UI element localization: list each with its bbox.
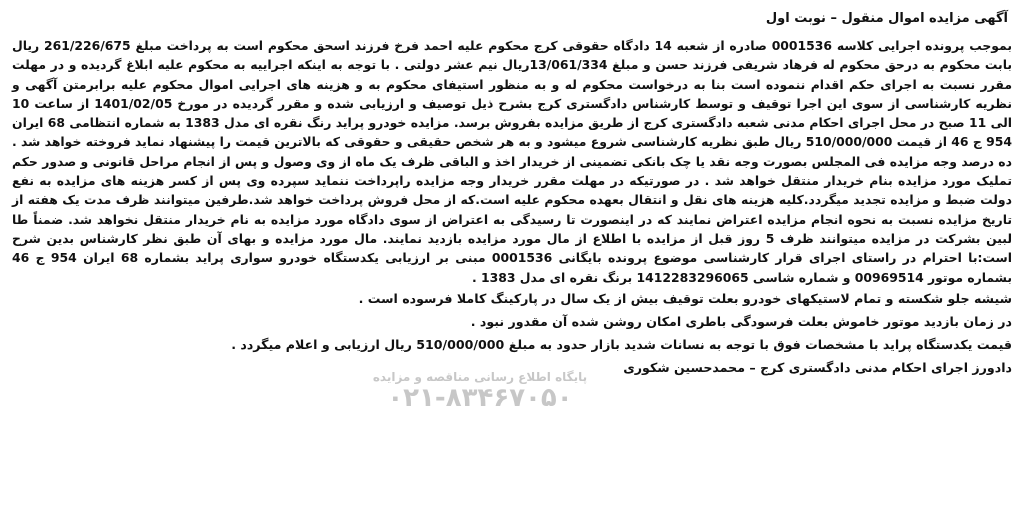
notice-body: بموجب پرونده اجرایی کلاسه 0001536 صادره از شعبه 14 دادگاه حقوقی کرج محکوم علیه احمد فرخ فرزند اسحق محکوم است به پرداخت مبلغ 261/226/675 ریال بابت محکوم به درحق محکوم له فرهاد شریفی فرزند حسن و مبلغ 13/061/334ریال نیم عشر دولتی . با توجه به اینکه اجراییه به محکوم علیه ابلاغ گردیده و در مهلت مقرر نسبت به اجرای حکم اقدام ننموده است بنا به درخواست محکوم له و به منظور استیفای محکوم به و هزینه های اجرایی اموال محکوم علیه برابرمتن آگهی و نظریه کارشناسی از سوی این اجرا توقیف و توسط کارشناس دادگستری کرج بشرح ذیل توصیف و ارزیابی شده و مقرر گردیده در مورخ 1401/02/05 از ساعت 10 الی 11 صبح در محل اجرای احکام مدنی شعبه دادگستری کرج از طریق مزایده بفروش برسد. مزایده خودرو پراید رنگ نقره ای مدل 1383 به شماره انتظامی 68 ایران 954 ج 46 از قیمت 510/000/000 ریال طبق نظریه کارشناسی شروع میشود و به هر شخص حقیقی و حقوقی که بالاترین قیمت را پیشنهاد نماید فروخته خواهد شد . ده درصد وجه مزایده فی المجلس بصورت وجه نقد یا چک بانکی تضمینی از خریدار اخذ و الباقی ظرف یک ماه از وی وصول و پس از انجام مراحل قانونی و صدور حکم تملیک مورد مزایده بنام خریدار منتقل خواهد شد . در صورتیکه در مهلت مقرر خریدار وجه مزایده راپرداخت ننماید سپرده وی پس از کسر هزینه های مزایده به نفع دولت ضبط و مزایده تجدید میگردد.کلیه هزینه های نقل و انتقال بعهده محکوم علیه است.که از محل فروش پرداخت خواهد شد.طرفین میتوانند ظرف مدت یک هفته از تاریخ مزایده نسبت به نحوه انجام مزایده اعتراض نمایند که در اینصورت تا رسیدگی به اعتراض از سوی دادگاه مورد مزایده به نام خریدار منتقل نخواهد شد. ضمناً طا لبین بشرکت در مزایده میتوانند ظرف 5 روز قبل از مزایده با اطلاع از مال مورد مزایده بازدید نمایند. مال مورد مزایده و بهای آن طبق نظر کارشناس بدین شرح است:با احترام در راستای اجرای قرار کارشناسی موضوع پرونده بایگانی 0001536 مبنی بر ارزیابی یکدستگاه خودرو سواری پراید بشماره 68 ایران 954 ج 46 بشماره موتور 00969514 و شماره شاسی 1412283296065 برنگ نقره ای مدل 1383 . (12, 38, 1013, 285)
watermark-site-name: پایگاه اطلاع رسانی مناقصه و مزایده (372, 370, 588, 384)
notice-signature: دادورز اجرای احکام مدنی دادگستری کرج – محمدحسین شکوری (623, 359, 1012, 375)
notice-paragraph-engine: در زمان بازدید موتور خاموش بعلت فرسودگی باطری امکان روشن شده آن مقدور نبود . (470, 313, 1012, 329)
watermark-phone: ۰۲۱-۸۳۴۶۷۰۵۰ (387, 383, 573, 413)
notice-paragraph-price: قیمت یکدستگاه پراید با مشخصات فوق با توجه به نسانات شدید بازار حدود به مبلغ 510/000/000 ریال ارزیابی و اعلام میگردد . (231, 336, 1012, 352)
notice-paragraph-windshield: شیشه جلو شکسته و تمام لاستیکهای خودرو بعلت توقیف بیش از یک سال در پارکینگ کاملا فرسوده است . (358, 290, 1012, 306)
notice-title: آگهی مزایده اموال منقول – نوبت اول (765, 11, 1008, 26)
